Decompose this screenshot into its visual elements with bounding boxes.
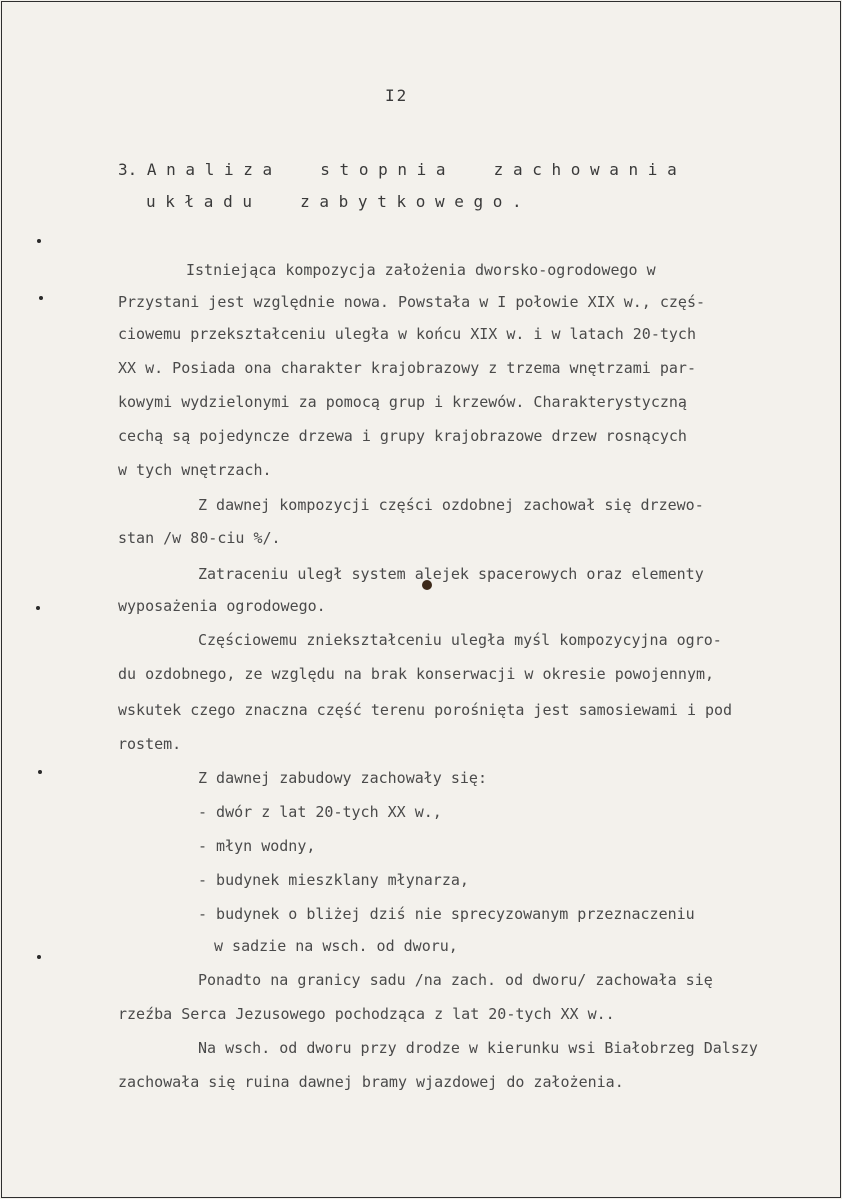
body-line: Częściowemu zniekształceniu uległa myśl kompozycyjna ogro- bbox=[198, 631, 722, 649]
body-line: Istniejąca kompozycja założenia dworsko-ogrodowego w bbox=[186, 261, 656, 279]
margin-mark bbox=[39, 296, 43, 300]
list-item: - budynek mieszklany młynarza, bbox=[198, 871, 469, 889]
body-line: Zatraceniu uległ system alejek spacerowych oraz elementy bbox=[198, 565, 704, 583]
margin-mark bbox=[38, 770, 42, 774]
body-line: kowymi wydzielonymi za pomocą grup i krzewów. Charakterystyczną bbox=[118, 393, 687, 411]
margin-mark bbox=[37, 239, 41, 243]
body-line: Przystani jest względnie nowa. Powstała w I połowie XIX w., częś- bbox=[118, 293, 705, 311]
section-title-line-2: u k ł a d u z a b y t k o w e g o . bbox=[146, 192, 522, 211]
list-item: - dwór z lat 20-tych XX w., bbox=[198, 803, 442, 821]
body-line: Ponadto na granicy sadu /na zach. od dworu/ zachowała się bbox=[198, 971, 713, 989]
body-line: w tych wnętrzach. bbox=[118, 461, 272, 479]
margin-mark bbox=[36, 606, 40, 610]
body-line: Z dawnej zabudowy zachowały się: bbox=[198, 769, 487, 787]
body-line: cechą są pojedyncze drzewa i grupy krajobrazowe drzew rosnących bbox=[118, 427, 687, 445]
body-line: zachowała się ruina dawnej bramy wjazdowej do założenia. bbox=[118, 1073, 624, 1091]
body-line: rzeźba Serca Jezusowego pochodząca z lat 20-tych XX w.. bbox=[118, 1005, 615, 1023]
section-title-line-1: 3. A n a l i z a s t o p n i a z a c h o w a n i a bbox=[118, 160, 677, 179]
body-line: Na wsch. od dworu przy drodze w kierunku wsi Białobrzeg Dalszy bbox=[198, 1039, 758, 1057]
page-number: I2 bbox=[385, 86, 409, 105]
body-line: Z dawnej kompozycji części ozdobnej zachował się drzewo- bbox=[198, 496, 704, 514]
body-line: du ozdobnego, ze względu na brak konserwacji w okresie powojennym, bbox=[118, 665, 715, 683]
body-line: rostem. bbox=[118, 735, 182, 753]
list-item: - budynek o bliżej dziś nie sprecyzowanym przeznaczeniu bbox=[198, 905, 695, 923]
body-line: wskutek czego znaczna część terenu porośnięta jest samosiewami i pod bbox=[118, 701, 733, 719]
margin-mark bbox=[37, 955, 41, 959]
list-item-continuation: w sadzie na wsch. od dworu, bbox=[214, 937, 458, 955]
body-line: ciowemu przekształceniu uległa w końcu XIX w. i w latach 20-tych bbox=[118, 325, 696, 343]
body-line: wyposażenia ogrodowego. bbox=[118, 597, 326, 615]
list-item: - młyn wodny, bbox=[198, 837, 316, 855]
body-line: XX w. Posiada ona charakter krajobrazowy z trzema wnętrzami par- bbox=[118, 359, 696, 377]
body-line: stan /w 80-ciu %/. bbox=[118, 529, 281, 547]
